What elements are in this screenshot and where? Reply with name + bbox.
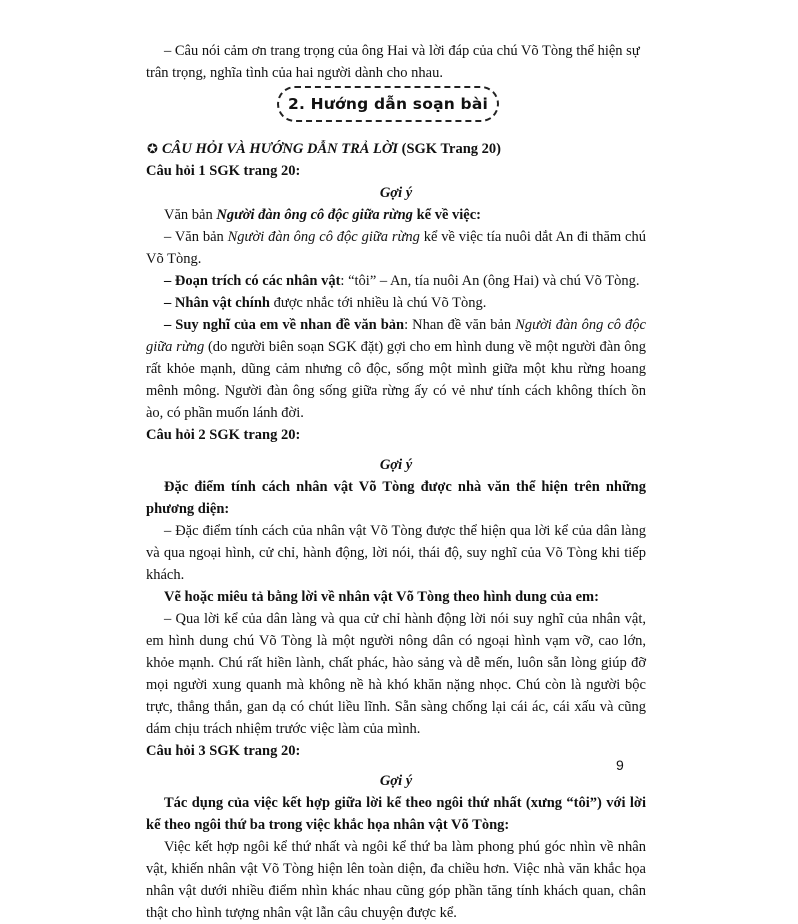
q2-hint: Gợi ý <box>379 457 413 473</box>
q2-heading: Câu hỏi 2 SGK trang 20: <box>146 427 301 443</box>
clover-icon: ✪ <box>147 141 158 156</box>
section-heading <box>146 138 646 160</box>
q3-hint: Gợi ý <box>379 773 413 789</box>
q1-p2-tail: kể về việc tía nuôi dắt An đi thăm chú Võ Tòng. <box>146 229 646 267</box>
q1-p4-label: – Nhân vật chính <box>164 295 270 311</box>
q1-p2-title: Người đàn ông cô độc giữa rừng <box>227 229 420 245</box>
q1-p1-text: Văn bản <box>164 207 217 223</box>
q2-paragraph-3: Vẽ hoặc miêu tả bằng lời về nhân vật Võ Tòng theo hình dung của em: <box>164 589 599 605</box>
q1-p4-text: được nhắc tới nhiều là chú Võ Tòng. <box>269 295 487 311</box>
q1-p5-text: : Nhan đề văn bản <box>404 317 516 333</box>
q2-paragraph-4: – Qua lời kể của dân làng và qua cử chỉ hành động lời nói suy nghĩ của nhân vật, em hình dung chú Võ Tòng là một người nông dân có ngoại hình vạm vỡ, cao lớn, khỏe mạnh. Chú rất hiền lành, chất phác, hào sảng và dễ mến, luôn sẵn lòng giúp đỡ mọi người xung quanh mà không nề hà khó khăn nặng nhọc. Chú còn là người bộc trực, thẳng thắn, gan dạ có chút liều lĩnh. Sẵn sàng chống lại cái ác, cái xấu và cũng dám chịu trách nhiệm trước việc làm của mình. <box>146 611 646 737</box>
page-number: 9 <box>616 757 624 773</box>
banner-title: 2. Hướng dẫn soạn bài <box>287 95 489 113</box>
q3-paragraph-1: Tác dụng của việc kết hợp giữa lời kể theo ngôi thứ nhất (xưng “tôi”) với lời kể theo ngôi thứ ba trong việc khắc họa nhân vật Võ Tòng: <box>146 795 646 833</box>
q1-paragraph-4 <box>146 292 646 314</box>
q1-p2-text: – Văn bản <box>164 229 228 245</box>
q1-paragraph-3 <box>146 270 646 292</box>
q1-hint: Gợi ý <box>379 185 413 201</box>
q1-paragraph-1 <box>146 204 646 226</box>
intro-line-1: – Câu nói cảm ơn trang trọng của ông Hai và lời đáp của chú Võ Tòng thể hiện sự <box>164 43 640 59</box>
q3-heading: Câu hỏi 3 SGK trang 20: <box>146 743 301 759</box>
q1-p5-label: – Suy nghĩ của em về nhan đề văn bản <box>164 317 405 333</box>
q1-p1-title: Người đàn ông cô độc giữa rừng <box>216 207 413 223</box>
q1-p5-tail: (do người biên soạn SGK đặt) gợi cho em hình dung về một người đàn ông rất khỏe mạnh, dũng cảm nhưng cô độc, sống một mình giữa một khu rừng hoang mênh mông. Người đàn ông sống giữa rừng ấy có vẻ như tính cách không thích ồn ào, có phần muốn lánh đời. <box>146 339 646 421</box>
q2-paragraph-1: Đặc điểm tính cách nhân vật Võ Tòng được nhà văn thể hiện trên những phương diện: <box>146 479 646 517</box>
q1-paragraph-5 <box>146 314 646 424</box>
q1-p5-title: Người đàn ông cô độc giữa rừng <box>146 317 646 355</box>
q1-p3-text: : “tôi” – An, tía nuôi An (ông Hai) và chú Võ Tòng. <box>340 273 640 289</box>
q1-p1-tail: kể về việc: <box>412 207 481 223</box>
q1-paragraph-2 <box>146 226 646 270</box>
intro-line-2: trân trọng, nghĩa tình của hai người dành cho nhau. <box>146 65 443 81</box>
q1-p3-label: – Đoạn trích có các nhân vật <box>164 273 341 289</box>
section-banner <box>277 86 499 122</box>
q1-heading: Câu hỏi 1 SGK trang 20: <box>146 163 301 179</box>
section-suffix: (SGK Trang 20) <box>398 141 502 157</box>
content-column <box>146 138 646 924</box>
q2-paragraph-2: – Đặc điểm tính cách của nhân vật Võ Tòng được thể hiện qua lời kể của dân làng và qua ngoại hình, cử chỉ, hành động, lời nói, thái độ, suy nghĩ của Võ Tòng khi tiếp khách. <box>146 523 646 583</box>
intro-paragraph <box>146 40 646 84</box>
q3-paragraph-2: Việc kết hợp ngôi kể thứ nhất và ngôi kể thứ ba làm phong phú góc nhìn về nhân vật, khiến nhân vật Võ Tòng hiện lên toàn diện, đa chiều hơn. Việc nhà văn khắc họa nhân vật dưới nhiều điểm nhìn khác nhau cũng góp phần tăng tính khách quan, chân thật cho hình tượng nhân vật lẫn câu chuyện được kể. <box>146 839 646 921</box>
section-title: CÂU HỎI VÀ HƯỚNG DẪN TRẢ LỜI <box>162 141 399 157</box>
